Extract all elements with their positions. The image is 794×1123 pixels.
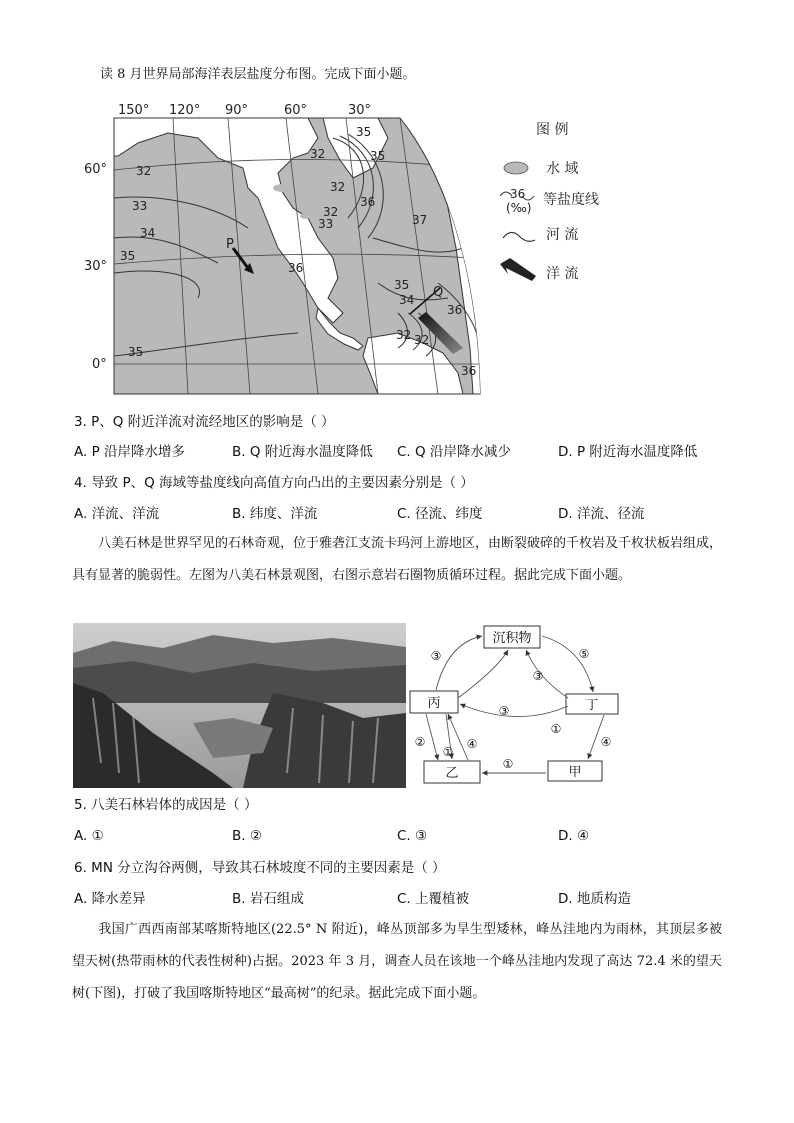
q5-option-b[interactable]: B. ② (232, 828, 262, 844)
svg-text:④: ④ (466, 737, 478, 751)
svg-text:①: ① (502, 757, 514, 771)
isoline-label: 35 (370, 149, 386, 163)
water-swatch (504, 162, 528, 174)
svg-text:③: ③ (498, 704, 510, 718)
q3-option-a[interactable]: A. P 沿岸降水增多 (74, 444, 186, 460)
isoline-label: 35 (128, 345, 144, 359)
isoline-label: 32 (136, 164, 152, 178)
q4-option-b[interactable]: B. 纬度、洋流 (232, 506, 318, 522)
svg-text:Q: Q (433, 285, 444, 300)
svg-text:③: ③ (430, 649, 442, 663)
q4-option-c[interactable]: C. 径流、纬度 (397, 506, 483, 522)
isoline-label: 36 (288, 261, 304, 275)
isoline-label: 34 (399, 293, 415, 307)
q6-stem: 6. MN 分立沟谷两侧，导致其石林坡度不同的主要因素是（ ） (74, 860, 446, 876)
lon-label: 90° (225, 103, 249, 118)
lon-label: 60° (284, 103, 308, 118)
q4-stem: 4. 导致 P、Q 海域等盐度线向高值方向凸出的主要因素分别是（ ） (74, 475, 474, 491)
q4-option-a[interactable]: A. 洋流、洋流 (74, 506, 160, 522)
svg-text:河 流: 河 流 (546, 227, 579, 243)
isoline-label: 36 (447, 303, 463, 317)
svg-text:(‰): (‰) (506, 201, 532, 215)
q3-option-b[interactable]: B. Q 附近海水温度降低 (232, 444, 373, 460)
map-legend (500, 122, 599, 282)
rock-cycle-diagram (408, 618, 623, 790)
isoline-label: 33 (318, 217, 334, 231)
isoline-label: 32 (310, 147, 326, 161)
q5-option-a[interactable]: A. ① (74, 828, 104, 844)
lat-label: 60° (84, 162, 108, 177)
q6-option-d[interactable]: D. 地质构造 (558, 891, 631, 907)
isoline-label: 32 (414, 333, 430, 347)
svg-text:甲: 甲 (568, 765, 582, 780)
isoline-label: 33 (132, 199, 148, 213)
svg-text:沉积物: 沉积物 (492, 631, 532, 646)
svg-text:⑤: ⑤ (578, 647, 590, 661)
lon-label: 150° (118, 103, 150, 118)
svg-text:36: 36 (510, 187, 526, 201)
svg-text:丁: 丁 (585, 698, 599, 713)
isoline-label: 37 (412, 213, 428, 227)
q6-option-a[interactable]: A. 降水差异 (74, 891, 146, 907)
svg-text:丙: 丙 (427, 696, 441, 711)
svg-text:图 例: 图 例 (536, 122, 569, 138)
svg-text:洋 流: 洋 流 (546, 266, 579, 282)
intro-map: 读 8 月世界局部海洋表层盐度分布图。完成下面小题。 (100, 67, 416, 82)
lat-label: 30° (84, 259, 108, 274)
isoline-label: 35 (120, 249, 136, 263)
q5-option-d[interactable]: D. ④ (558, 828, 590, 844)
isoline-label: 34 (140, 226, 156, 240)
q6-option-c[interactable]: C. 上覆植被 (397, 891, 470, 907)
svg-text:②: ② (414, 735, 426, 749)
lon-label: 30° (348, 103, 372, 118)
lat-label: 0° (92, 357, 107, 372)
isoline-label: 32 (396, 328, 412, 342)
current-swatch (500, 258, 536, 281)
q3-option-d[interactable]: D. P 附近海水温度降低 (558, 444, 698, 460)
svg-text:①: ① (442, 745, 454, 759)
isoline-label: 32 (323, 205, 339, 219)
q6-option-b[interactable]: B. 岩石组成 (232, 891, 304, 907)
q5-stem: 5. 八美石林岩体的成因是（ ） (74, 797, 258, 813)
svg-text:P: P (226, 237, 234, 252)
salinity-map (78, 98, 688, 398)
svg-text:等盐度线: 等盐度线 (543, 192, 599, 208)
svg-text:水 域: 水 域 (546, 161, 579, 177)
isoline-label: 32 (330, 180, 346, 194)
lon-label: 120° (169, 103, 201, 118)
river-swatch (503, 232, 535, 241)
svg-text:①: ① (550, 722, 562, 736)
intro-karst: 我国广西西南部某喀斯特地区(22.5° N 附近)，峰丛顶部多为旱生型矮林，峰丛洼地内为雨林，其顶层多被望天树(热带雨林的代表性树种)占据。2023 年 3 月，调查人员在该地一个峰丛洼地内发现了高达 72.4 米的望天树(下图)，打破了我国喀斯特地区“最高树”的纪录。据此完成下面小题。 (72, 922, 722, 1001)
isoline-label: 36 (461, 364, 477, 378)
q3-stem: 3. P、Q 附近洋流对流经地区的影响是（ ） (74, 414, 335, 430)
stone-forest-photo (73, 623, 406, 788)
svg-text:④: ④ (600, 735, 612, 749)
isoline-label: 35 (356, 125, 372, 139)
intro-stone-forest: 八美石林是世界罕见的石林奇观，位于雅砻江支流卡玛河上游地区，由断裂破碎的千枚岩及千枚状板岩组成，具有显著的脆弱性。左图为八美石林景观图，右图示意岩石圈物质循环过程。据此完成下面小题。 (72, 536, 723, 583)
isoline-label: 36 (360, 195, 376, 209)
isoline-label: 35 (394, 278, 410, 292)
svg-text:乙: 乙 (445, 766, 459, 781)
q4-option-d[interactable]: D. 洋流、径流 (558, 506, 645, 522)
q5-option-c[interactable]: C. ③ (397, 828, 428, 844)
svg-text:③: ③ (532, 669, 544, 683)
q3-option-c[interactable]: C. Q 沿岸降水减少 (397, 444, 511, 460)
